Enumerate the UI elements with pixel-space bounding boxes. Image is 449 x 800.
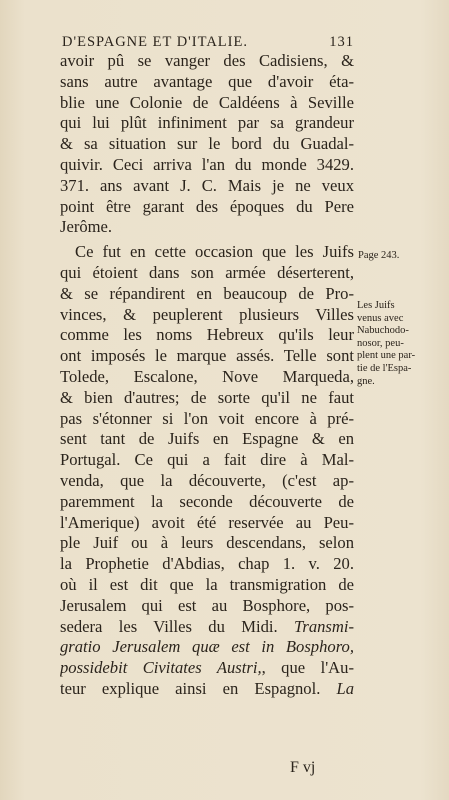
text-line: l'Amerique) avoit été reservée au Peu- (60, 512, 354, 532)
text-line: paremment la seconde découverte de (60, 491, 354, 511)
text-line: avoir pû se vanger des Cadisiens, & (60, 51, 354, 70)
text-line: où il est dit que la transmigration de (60, 574, 354, 594)
margin-note-line: Les Juifs (357, 300, 395, 311)
text-line: & sa situation sur le bord du Guadal- (60, 134, 354, 154)
running-header (62, 34, 352, 51)
margin-note-line: venus avec (357, 312, 404, 324)
text-line: sans autre avantage que d'avoir éta- (60, 71, 354, 91)
text-line: quivir. Ceci arriva l'an du monde 3429. (60, 154, 354, 174)
text-line: ont imposés le marque assés. Telle sont (60, 346, 354, 366)
italic-run: La (336, 678, 354, 698)
margin-note-line: Nabuchodo- (357, 325, 409, 337)
text-line: point être garant des époques du Pere (60, 196, 354, 216)
text-line: Jerusalem qui est au Bosphore, pos- (60, 595, 354, 615)
text-run: , que l'Au- (261, 658, 354, 678)
text-line: qui lui plût infiniment par sa grandeur (60, 113, 354, 133)
text-line: venda, que la découverte, (c'est ap- (60, 470, 354, 490)
text-line: 371. ans avant J. C. Mais je ne veux (60, 175, 354, 195)
signature-mark: F vj (290, 759, 316, 776)
text-run: teur explique ainsi en Espagnol. (60, 678, 337, 698)
text-line: Jerôme. (60, 217, 113, 237)
text-line: & bien d'autres; de sorte qu'il ne faut (60, 387, 354, 407)
text-line: Portugal. Ce qui a fait dire à Mal- (60, 450, 354, 470)
text-line: sent tant de Juifs en Espagne & en (60, 429, 354, 449)
text-line: blie une Colonie de Caldéens à Seville (60, 92, 354, 112)
italic-run: Transmi- (294, 616, 354, 636)
margin-page-reference: Page 243. (358, 250, 400, 261)
margin-note (357, 300, 439, 388)
text-line-italic-end (60, 617, 354, 638)
margin-note-line: gne. (357, 375, 375, 387)
margin-note-line: plent une par- (357, 350, 416, 362)
text-line: comme les noms Hebreux qu'ils leur (60, 325, 354, 345)
text-run: sedera les Villes du Midi. (60, 616, 295, 636)
paragraph-start-line: Ce fut en cette occasion que les Juifs (75, 242, 354, 262)
text-line: & se répandirent en beaucoup de Pro- (60, 283, 354, 303)
text-line: la Prophetie d'Abdias, chap 1. v. 20. (60, 554, 354, 574)
text-line: vinces, & peuplerent plusieurs Villes (60, 304, 354, 324)
italic-line: gratio Jerusalem quæ est in Bosphoro, (60, 637, 354, 657)
body-text (60, 51, 354, 700)
text-line-mixed (60, 679, 354, 700)
text-line-mixed (60, 658, 354, 679)
margin-note-line: nosor, peu- (357, 337, 404, 349)
text-line: qui étoient dans son armée déserterent, (60, 262, 354, 282)
text-line: pas s'étonner si l'on voit encore à pré- (60, 408, 354, 428)
margin-note-line: tie de l'Espa- (357, 362, 412, 374)
italic-run: possidebit Civitates Austri, (60, 658, 262, 678)
page-number: 131 (329, 34, 354, 50)
running-title: D'ESPAGNE ET D'ITALIE. (62, 34, 248, 50)
text-line: Tolede, Escalone, Nove Marqueda, (60, 366, 354, 386)
text-line: ple Juif ou à leurs descendans, selon (60, 533, 354, 553)
